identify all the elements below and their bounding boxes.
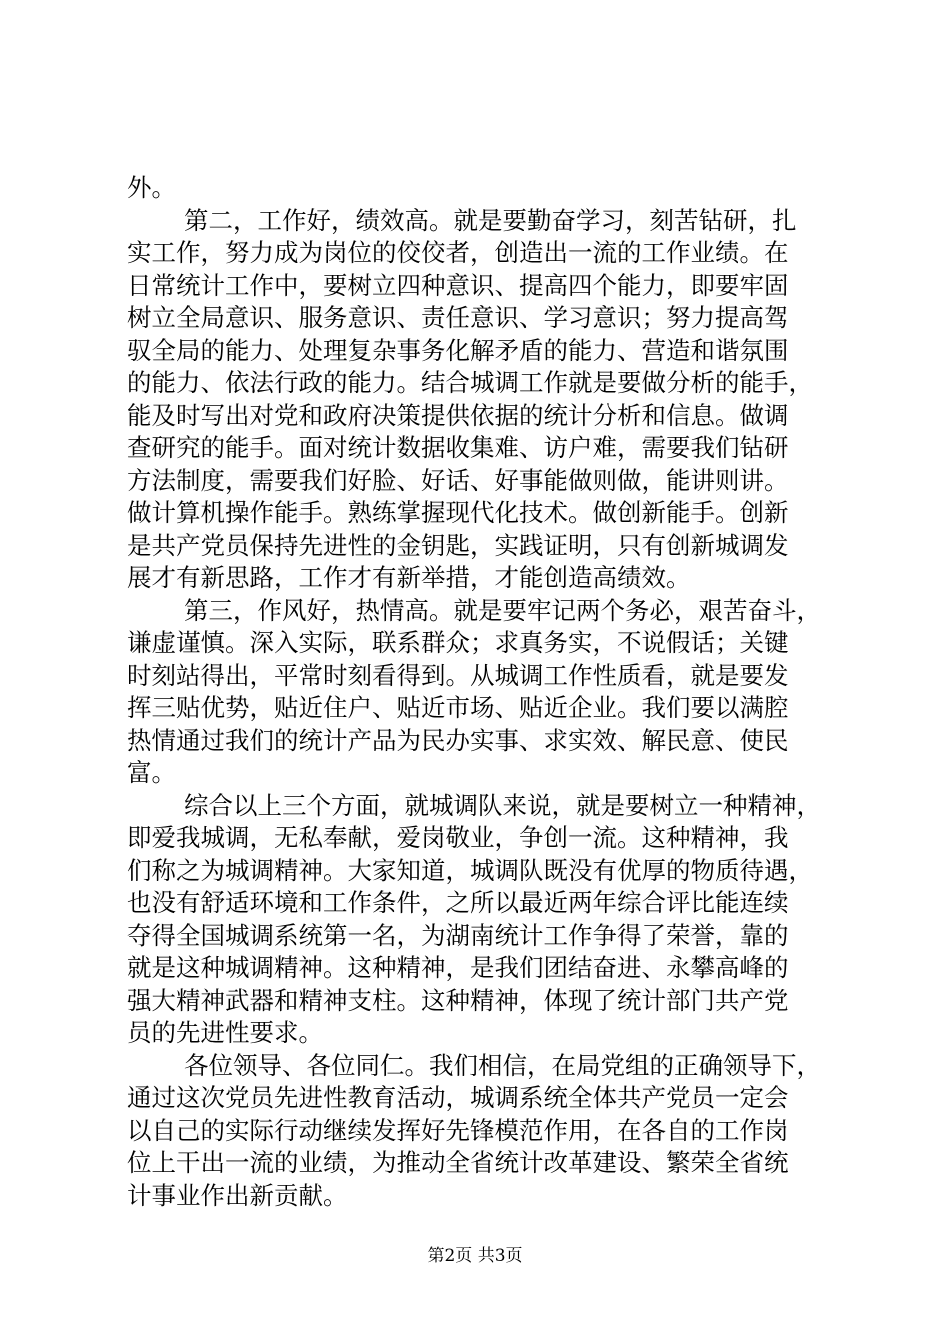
text-line: 能及时写出对党和政府决策提供依据的统计分析和信息。做调 (127, 400, 789, 430)
text-line: 也没有舒适环境和工作条件，之所以最近两年综合评比能连续 (127, 888, 789, 917)
text-line: 即爱我城调，无私奉献，爱岗敬业，争创一流。这种精神，我 (127, 823, 789, 852)
text-line: 日常统计工作中，要树立四种意识、提高四个能力，即要牢固 (127, 270, 789, 300)
text-line: 夺得全国城调系统第一名，为湖南统计工作争得了荣誉，靠的 (127, 920, 789, 950)
page-footer: 第2页 共3页 (427, 1246, 523, 1266)
text-line: 查研究的能手。面对统计数据收集难、访户难，需要我们钻研 (127, 433, 789, 462)
text-line: 的能力、依法行政的能力。结合城调工作就是要做分析的能手， (127, 368, 813, 397)
text-line: 树立全局意识、服务意识、责任意识、学习意识；努力提高驾 (127, 303, 789, 332)
text-line: 谦虚谨慎。深入实际，联系群众；求真务实，不说假话；关键 (127, 628, 789, 657)
text-line: 员的先进性要求。 (127, 1018, 323, 1047)
text-line: 驭全局的能力、处理复杂事务化解矛盾的能力、营造和谐氛围 (127, 335, 789, 365)
text-line: 就是这种城调精神。这种精神，是我们团结奋进、永攀高峰的 (127, 953, 789, 982)
text-line: 热情通过我们的统计产品为民办实事、求实效、解民意、使民 (127, 725, 789, 755)
text-line: 们称之为城调精神。大家知道，城调队既没有优厚的物质待遇， (127, 855, 813, 885)
text-line: 以自己的实际行动继续发挥好先锋模范作用，在各自的工作岗 (127, 1115, 789, 1145)
body-text (127, 172, 832, 1212)
text-line: 第三，作风好，热情高。就是要牢记两个务必，艰苦奋斗， (184, 595, 821, 625)
text-line: 时刻站得出，平常时刻看得到。从城调工作性质看，就是要发 (127, 660, 789, 690)
text-line: 通过这次党员先进性教育活动，城调系统全体共产党员一定会 (127, 1083, 789, 1112)
text-line: 外。 (127, 173, 176, 202)
text-line: 综合以上三个方面，就城调队来说，就是要树立一种精神， (184, 790, 821, 820)
text-line: 强大精神武器和精神支柱。这种精神，体现了统计部门共产党 (127, 985, 789, 1015)
text-line: 实工作，努力成为岗位的佼佼者，创造出一流的工作业绩。在 (127, 238, 789, 267)
text-line: 展才有新思路，工作才有新举措，才能创造高绩效。 (127, 563, 691, 592)
text-line: 挥三贴优势，贴近住户、贴近市场、贴近企业。我们要以满腔 (127, 693, 789, 722)
text-line: 方法制度，需要我们好脸、好话、好事能做则做，能讲则讲。 (127, 465, 789, 495)
text-line: 各位领导、各位同仁。我们相信，在局党组的正确领导下， (184, 1050, 821, 1080)
text-line: 第二，工作好，绩效高。就是要勤奋学习，刻苦钻研，扎 (184, 205, 797, 235)
text-line: 是共产党员保持先进性的金钥匙，实践证明，只有创新城调发 (127, 530, 789, 560)
text-line: 富。 (127, 758, 176, 787)
text-line: 计事业作出新贡献。 (127, 1180, 348, 1210)
text-line: 做计算机操作能手。熟练掌握现代化技术。做创新能手。创新 (127, 498, 789, 527)
text-line: 位上干出一流的业绩，为推动全省统计改革建设、繁荣全省统 (127, 1148, 789, 1177)
